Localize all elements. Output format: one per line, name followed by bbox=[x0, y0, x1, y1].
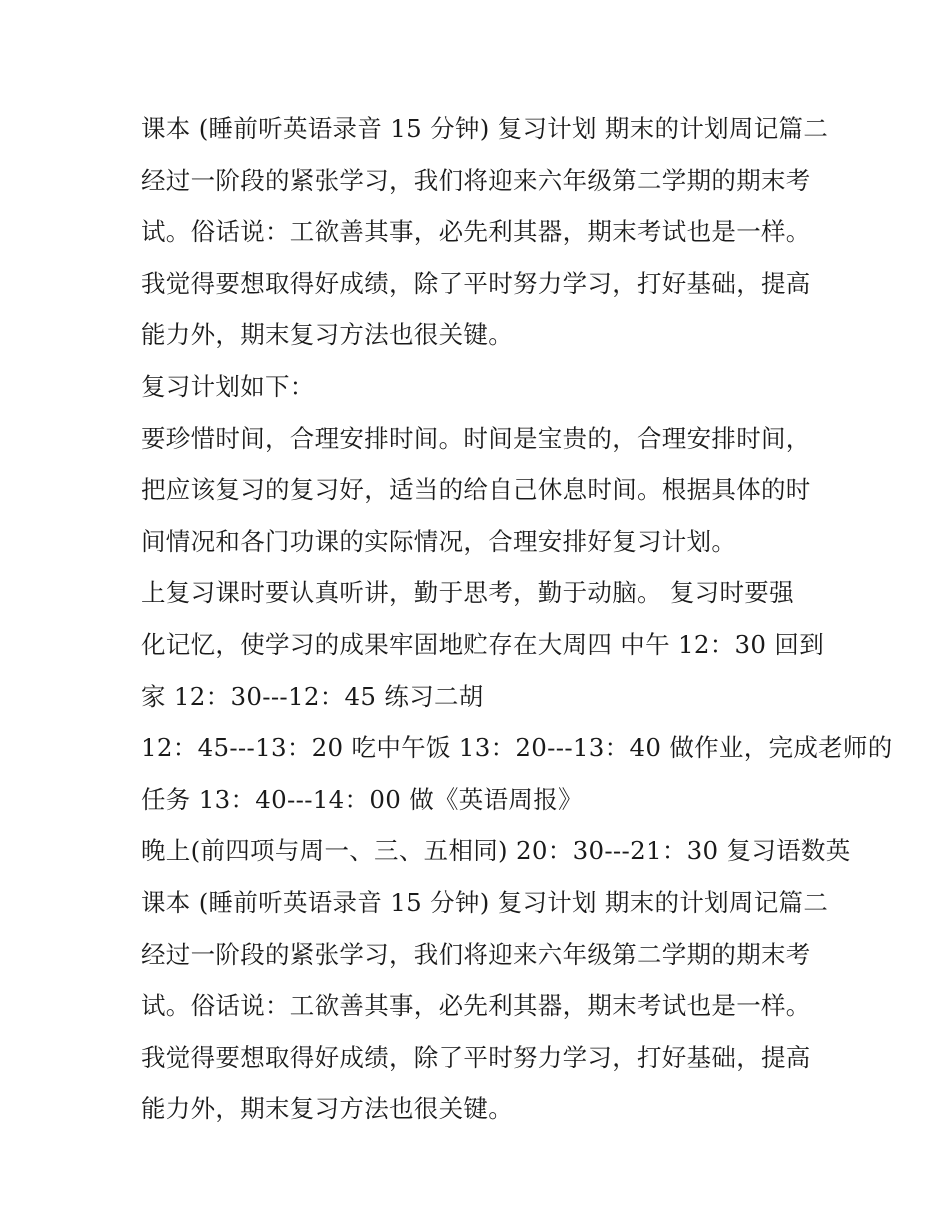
schedule-line: 任务 13：40---14：00 做《英语周报》 bbox=[141, 784, 583, 814]
text-line: 经过一阶段的紧张学习，我们将迎来六年级第二学期的期末考 bbox=[141, 939, 811, 969]
document-body bbox=[141, 103, 893, 1135]
schedule-line: 晚上(前四项与周一、三、五相同) 20：30---21：30 复习语数英 bbox=[141, 836, 851, 866]
text-line: 要珍惜时间，合理安排时间。时间是宝贵的，合理安排时间， bbox=[141, 423, 811, 453]
text-line: 能力外，期末复习方法也很关键。 bbox=[141, 1094, 513, 1124]
text-line: 经过一阶段的紧张学习，我们将迎来六年级第二学期的期末考 bbox=[141, 165, 811, 195]
schedule-line: 12：45---13：20 吃中午饭 13：20---13：40 做作业，完成老师的 bbox=[141, 733, 893, 763]
text-line: 能力外，期末复习方法也很关键。 bbox=[141, 320, 513, 350]
text-line: 化记忆，使学习的成果牢固地贮存在大周四 中午 12：30 回到 bbox=[141, 629, 825, 659]
text-line: 我觉得要想取得好成绩，除了平时努力学习，打好基础，提高 bbox=[141, 1042, 811, 1072]
text-line: 间情况和各门功课的实际情况，合理安排好复习计划。 bbox=[141, 526, 737, 556]
text-line: 试。俗话说：工欲善其事，必先利其器，期末考试也是一样。 bbox=[141, 991, 811, 1021]
section-heading: 复习计划如下： bbox=[141, 371, 315, 401]
text-line: 把应该复习的复习好，适当的给自己休息时间。根据具体的时 bbox=[141, 475, 811, 505]
schedule-line: 家 12：30---12：45 练习二胡 bbox=[141, 681, 484, 711]
text-line: 课本 (睡前听英语录音 15 分钟) 复习计划 期末的计划周记篇二 bbox=[141, 114, 829, 143]
text-line: 课本 (睡前听英语录音 15 分钟) 复习计划 期末的计划周记篇二 bbox=[141, 887, 829, 917]
text-line: 试。俗话说：工欲善其事，必先利其器，期末考试也是一样。 bbox=[141, 217, 811, 247]
text-line: 我觉得要想取得好成绩，除了平时努力学习，打好基础，提高 bbox=[141, 268, 811, 298]
text-line: 上复习课时要认真听讲，勤于思考，勤于动脑。 复习时要强 bbox=[141, 578, 794, 608]
